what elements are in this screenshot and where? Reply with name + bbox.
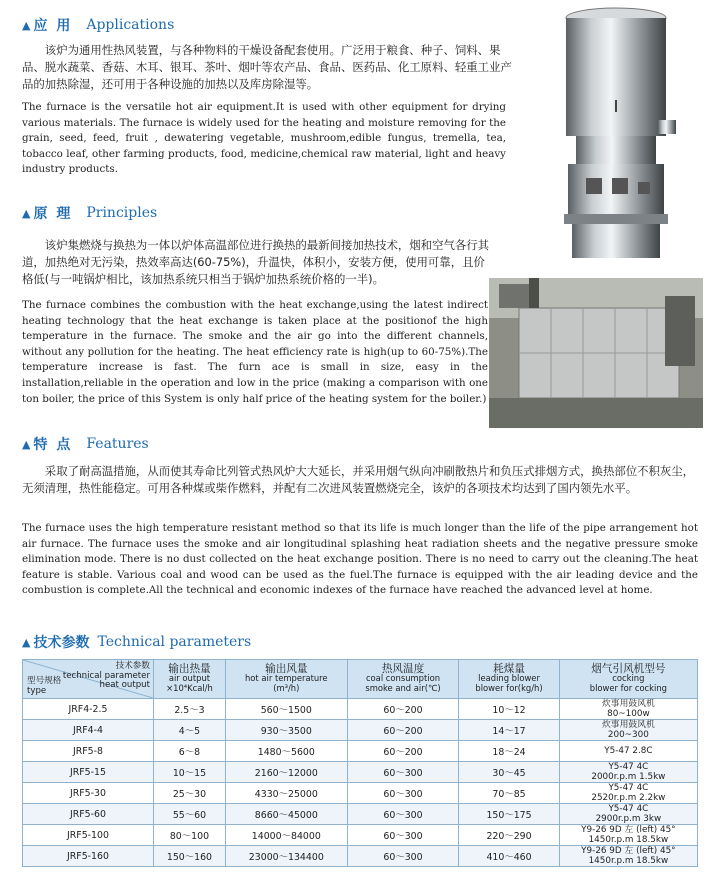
heading-en: Principles	[86, 205, 158, 221]
cell-heat: 55～60	[154, 804, 226, 825]
cell-blower: Y5-47 4C 2000r.p.m 1.5kw	[559, 762, 697, 783]
cell-temp: 60～300	[347, 825, 459, 846]
cell-coal: 70～85	[459, 783, 559, 804]
heading-applications	[22, 15, 174, 35]
cell-coal: 150～175	[459, 804, 559, 825]
cell-type: JRF5-100	[23, 825, 154, 846]
heading-cn: 应 用	[33, 18, 73, 34]
technical-table	[22, 659, 698, 867]
cell-temp: 60～300	[347, 804, 459, 825]
table-row	[23, 720, 698, 741]
heading-en: Technical parameters	[97, 634, 252, 650]
table-row	[23, 783, 698, 804]
cell-air: 2160～12000	[225, 762, 347, 783]
col-header-air: 输出风量 hot air temperature (m³/h)	[225, 660, 347, 699]
cell-blower: 炊事用鼓风机 200~300	[559, 720, 697, 741]
heading-en: Features	[86, 436, 149, 452]
corner-bottom-en: type	[27, 685, 47, 696]
cell-heat: 150～160	[154, 846, 226, 867]
heading-cn: 原 理	[33, 206, 73, 222]
corner-bottom-cn: 型号规格	[27, 676, 62, 686]
cell-coal: 410～460	[459, 846, 559, 867]
table-row	[23, 825, 698, 846]
cell-type: JRF5-160	[23, 846, 154, 867]
table-row	[23, 846, 698, 867]
heading-features	[22, 434, 149, 454]
triangle-bullet-icon: ▲	[22, 206, 31, 220]
features-en-text: The furnace uses the high temperature resistant method so that its life is much longer than the life of the pipe arrangement hot air furnace. The furnace uses the smoke and air longitudinal splashing heat radiation sheets and the negative pressure smoke elimination mode. There is no dust collected on the heat exchange position. There is no need to carry out the cleaning.The heat feature is stable. Various coal and wood can be used as the fuel.The furnace is equipped with the air leading device and the combustion is complete.All the technical and economic indexes of the furnace have reached the advanced level at home.	[22, 522, 698, 597]
cell-blower: Y5-47 2.8C	[559, 741, 697, 762]
corner-top-en2: heat output	[99, 680, 150, 690]
furnace-photo	[489, 278, 703, 428]
technical-table-wrap	[22, 659, 698, 867]
col-header-coal: 耗煤量 leading blower blower for(kg/h)	[459, 660, 559, 699]
cell-air: 23000～134400	[225, 846, 347, 867]
cell-coal: 18～24	[459, 741, 559, 762]
triangle-bullet-icon: ▲	[22, 635, 31, 649]
cell-air: 8660～45000	[225, 804, 347, 825]
cell-type: JRF4-4	[23, 720, 154, 741]
cell-type: JRF5-30	[23, 783, 154, 804]
cell-coal: 14～17	[459, 720, 559, 741]
cell-type: JRF5-15	[23, 762, 154, 783]
table-row	[23, 762, 698, 783]
principles-en-text: The furnace combines the combustion with the heat exchange,using the latest indirect heating technology that the heat exchange is taken place at the positionof the high temperature in the furnace. The smoke and the air go into the different channels, without any pollution for the heating. The heat efficiency rate is high(up to 60-75%).The temperature increase is fast. The furn ace is small in size, easy in the installation,reliable in the operation and low in the price (making a comparison with one ton boiler, the price of this System is only half price of the heating system for the boiler.)	[22, 299, 488, 405]
cell-heat: 6～8	[154, 741, 226, 762]
cell-heat: 80～100	[154, 825, 226, 846]
cell-air: 1480～5600	[225, 741, 347, 762]
cell-temp: 60～300	[347, 762, 459, 783]
heading-technical	[22, 632, 251, 652]
triangle-bullet-icon: ▲	[22, 18, 31, 32]
cell-blower: Y5-47 4C 2520r.p.m 2.2kw	[559, 783, 697, 804]
col-header-temp: 热风温度 coal consumption smoke and air(℃)	[347, 660, 459, 699]
features-cn-text: 采取了耐高温措施，从而使其寿命比列管式热风炉大大延长，并采用烟气纵向冲刷散热片和负压式排烟方式，换热部位不积灰尘，无须清理，热性能稳定。可用各种煤或柴作燃料，并配有二次进风装置燃烧完全，该炉的各项技术均达到了国内领先水平。	[22, 464, 695, 495]
cell-temp: 60～200	[347, 741, 459, 762]
cell-air: 560～1500	[225, 699, 347, 720]
principles-cn-text: 该炉集燃烧与换热为一体以炉体高温部位进行换热的最新间接加热技术，烟和空气各行其道，加热绝对无污染，热效率高达(60-75%)，升温快，体积小，安装方便，使用可靠，且价格低(与一吨锅炉相比，该加热系统只相当于锅炉加热系统价格的一半)。	[22, 238, 490, 286]
furnace-illustration	[528, 0, 712, 264]
cell-coal: 220～290	[459, 825, 559, 846]
corner-top-en1: technical parameter	[62, 670, 150, 681]
applications-en-text: The furnace is the versatile hot air equipment.It is used with other equipment for drying various materials. The furnace is widely used for the heating and moisture removing for the grain, seed, feed, fruit , dewatering vegetable, mushroom,edible fungus, tremella, tea, tobacco leaf, other farming products, food, medicine,chemical raw material, light and heavy industry products.	[22, 101, 506, 176]
cell-type: JRF4-2.5	[23, 699, 154, 720]
cell-heat: 10～15	[154, 762, 226, 783]
cell-air: 930～3500	[225, 720, 347, 741]
cell-blower: 炊事用鼓风机 80~100w	[559, 699, 697, 720]
cell-air: 14000～84000	[225, 825, 347, 846]
cell-heat: 25～30	[154, 783, 226, 804]
col-header-heat: 输出热量 air output ×10⁴Kcal/h	[154, 660, 226, 699]
corner-top-cn: 技术参数	[115, 661, 150, 671]
table-row	[23, 804, 698, 825]
table-row	[23, 699, 698, 720]
heading-principles	[22, 203, 157, 223]
cell-heat: 2.5～3	[154, 699, 226, 720]
table-header-row	[23, 660, 698, 699]
cell-type: JRF5-60	[23, 804, 154, 825]
table-row	[23, 741, 698, 762]
heading-cn: 特 点	[33, 437, 73, 453]
triangle-bullet-icon: ▲	[22, 437, 31, 451]
cell-blower: Y5-47 4C 2900r.p.m 3kw	[559, 804, 697, 825]
cell-temp: 60～300	[347, 846, 459, 867]
heading-en: Applications	[86, 17, 175, 33]
heading-cn: 技术参数	[33, 635, 90, 651]
cell-blower: Y9-26 9D 左 (left) 45° 1450r.p.m 18.5kw	[559, 825, 697, 846]
applications-cn-text: 该炉为通用性热风装置，与各种物料的干燥设备配套使用。广泛用于粮食、种子、饲料、果品、脱水蔬菜、香菇、木耳、银耳、茶叶、烟叶等农产品、食品、医药品、化工原料、轻重工业产品的加热除湿，还可用于各种设施的加热以及库房除湿等。	[22, 43, 512, 91]
cell-heat: 4～5	[154, 720, 226, 741]
cell-temp: 60～200	[347, 720, 459, 741]
corner-header	[23, 660, 154, 699]
cell-temp: 60～300	[347, 783, 459, 804]
cell-air: 4330～25000	[225, 783, 347, 804]
cell-blower: Y9-26 9D 左 (left) 45° 1450r.p.m 18.5kw	[559, 846, 697, 867]
cell-coal: 30～45	[459, 762, 559, 783]
cell-coal: 10～12	[459, 699, 559, 720]
col-header-blower: 烟气引风机型号 cocking blower for cocking	[559, 660, 697, 699]
cell-type: JRF5-8	[23, 741, 154, 762]
cell-temp: 60～200	[347, 699, 459, 720]
